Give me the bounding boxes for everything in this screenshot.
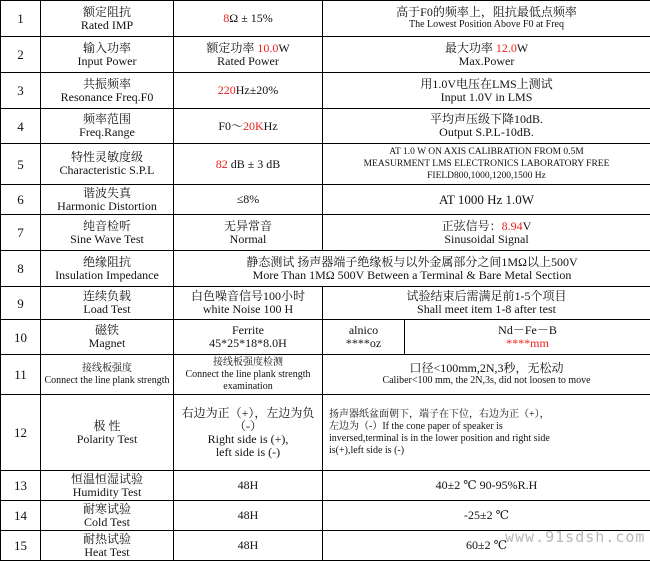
table-row [1,37,650,73]
spec-en: Rated Power [176,55,320,68]
row-number: 13 [1,471,41,501]
condition-cell: AT 1000 Hz 1.0W [323,185,650,215]
condition-cell [323,109,650,144]
condition-cell [323,355,650,395]
item-cn: 特性灵敏度级 [43,151,171,164]
condition-cell [323,287,650,320]
item-cn: 接线板强度 [43,363,171,375]
item-cell [41,471,174,501]
item-en: Insulation Impedance [43,269,171,282]
spec-value: 82 [216,157,228,171]
table-row [1,109,650,144]
condition-cn: 口径<100mm,2N,3秒，无松动 [325,362,648,375]
row-number: 8 [1,251,41,287]
spec-cell [174,1,323,37]
condition-cell [323,37,650,73]
condition-line: 扬声器纸盆面朝下，端子在下位，右边为正（+）， [329,409,648,421]
condition-en: Max.Power [325,55,648,68]
magnet-ndfeb-cell [405,320,650,355]
spec-unit: Ω ± 15% [229,11,273,25]
item-cn: 耐寒试验 [43,503,171,516]
merged-cn: 静态测试 扬声器端子绝缘板与以外金属部分之间1MΩ以上500V [176,256,648,269]
spec-en: white Noise 100 H [176,303,320,316]
item-en: Cold Test [43,516,171,529]
spec-cn: 白色噪音信号100小时 [176,290,320,303]
condition-unit: W [517,41,528,55]
spec-unit: Hz [264,119,278,133]
spec-cell: 48H [174,501,323,531]
watermark: www.91sdsh.com [505,528,645,546]
table-row [1,320,650,355]
item-cn: 谐波失真 [43,187,171,200]
condition-en: Output S.P.L-10dB. [325,126,648,139]
table-row [1,501,650,531]
row-number: 9 [1,287,41,320]
row-number: 12 [1,395,41,471]
item-en: Freq.Range [43,126,171,139]
item-cell [41,109,174,144]
item-en: Input Power [43,55,171,68]
item-cell [41,144,174,185]
table-row [1,73,650,109]
condition-en: Sinusoidal Signal [325,233,648,246]
row-number: 6 [1,185,41,215]
item-en: Characteristic S.P.L [43,164,171,177]
condition-cell [323,395,650,471]
condition-unit: V [523,219,532,233]
spec-cn: 无异常音 [176,220,320,233]
merged-cell [174,251,650,287]
condition-value: 8.94 [502,219,523,233]
row-number: 4 [1,109,41,144]
item-en: Humidity Test [43,486,171,499]
spec-value: 20K [243,119,264,133]
item-cell [41,73,174,109]
spec-cell [174,355,323,395]
row-number: 2 [1,37,41,73]
item-cn: 额定阻抗 [43,6,171,19]
condition-line: FIELD800,1000,1200,1500 Hz [325,170,648,182]
spec-en: Normal [176,233,320,246]
row-number: 3 [1,73,41,109]
spec-value: 10.0 [257,41,278,55]
condition-line: AT 1.0 W ON AXIS CALIBRATION FROM 0.5M [325,146,648,158]
row-number: 5 [1,144,41,185]
magnet-ferrite: Ferrite [176,324,320,337]
row-number: 15 [1,531,41,561]
condition-line: 左边为（-）If the cone paper of speaker is [329,421,648,433]
condition-cell [323,215,650,251]
condition-en: Caliber<100 mm, the 2N,3s, did not loosen to move [325,375,648,387]
magnet-weight: ****oz [325,337,402,350]
table-row [1,355,650,395]
spec-cell [174,109,323,144]
spec-cell: 48H [174,471,323,501]
spec-prefix: 额定功率 [206,41,257,55]
item-cell [41,185,174,215]
spec-cell [174,287,323,320]
spec-cell [174,37,323,73]
item-cell [41,1,174,37]
item-cn: 耐热试验 [43,533,171,546]
condition-en: Input 1.0V in LMS [325,91,648,104]
condition-cn: 试验结束后需满足前1-5个项目 [325,290,648,303]
item-en: Magnet [43,337,171,350]
condition-cell [323,1,650,37]
condition-value: 12.0 [496,41,517,55]
item-cn: 磁铁 [43,324,171,337]
condition-cn: 高于F0的频率上，阻抗最低点频率 [325,6,648,19]
spec-unit: W [278,41,289,55]
spec-cell [174,73,323,109]
condition-en: Shall meet item 1-8 after test [325,303,648,316]
table-row [1,215,650,251]
merged-en: More Than 1MΩ 500V Between a Terminal & Bare Metal Section [176,269,648,282]
row-number: 11 [1,355,41,395]
spec-cell: ≤8% [174,185,323,215]
condition-line: is(+),left side is (-) [329,445,648,457]
item-cn: 恒温恒湿试验 [43,473,171,486]
condition-cell: 40±2 ℃ 90-95%R.H [323,471,650,501]
magnet-size: 45*25*18*8.0H [176,337,320,350]
row-number: 7 [1,215,41,251]
item-cn: 频率范围 [43,113,171,126]
table-row [1,1,650,37]
magnet-ndfeb-size: ****mm [407,337,648,350]
item-cn: 连续负载 [43,290,171,303]
item-cell [41,395,174,471]
item-en: Heat Test [43,546,171,559]
condition-cell [323,73,650,109]
spec-cn: 接线板强度检测 [176,357,320,369]
spec-value: 220 [218,83,236,97]
item-en: Connect the line plank strength [43,375,171,387]
condition-cell: 60±2 ℃ [323,531,650,561]
magnet-ndfeb: Nd－Fe－B [407,324,648,337]
condition-cell: -25±2 ℃ [323,501,650,531]
item-cell [41,531,174,561]
item-cell [41,287,174,320]
spec-value: 8 [223,11,229,25]
item-en: Resonance Freq.F0 [43,91,171,104]
table-row [1,144,650,185]
item-cell [41,37,174,73]
magnet-ferrite-cell [174,320,323,355]
condition-cn: 平均声压级下降10dB. [325,113,648,126]
item-en: Load Test [43,303,171,316]
condition-cn: 用1.0V电压在LMS上测试 [325,78,648,91]
item-cell [41,501,174,531]
magnet-alnico: alnico [325,324,402,337]
condition-prefix: 正弦信号： [442,219,502,233]
spec-en: Connect the line plank strength examination [176,369,320,393]
spec-line: left side is (-) [176,446,320,459]
condition-prefix: 最大功率 [445,41,496,55]
spec-unit: Hz±20% [236,83,279,97]
spec-prefix: F0～ [218,119,243,133]
item-cn: 纯音检听 [43,220,171,233]
item-cn: 共振频率 [43,78,171,91]
table-row [1,287,650,320]
table-row [1,251,650,287]
table-row [1,185,650,215]
row-number: 1 [1,1,41,37]
item-en: Rated IMP [43,19,171,32]
row-number: 10 [1,320,41,355]
spec-cell: 48H [174,531,323,561]
spec-cell [174,215,323,251]
item-en: Polarity Test [43,433,171,446]
spec-cell [174,395,323,471]
condition-cell [323,144,650,185]
spec-line: 右边为正（+），左边为负（-） [176,407,320,433]
item-cn: 极 性 [43,420,171,433]
item-cn: 输入功率 [43,42,171,55]
table-row [1,395,650,471]
row-number: 14 [1,501,41,531]
item-en: Sine Wave Test [43,233,171,246]
table-row [1,471,650,501]
condition-en: The Lowest Position Above F0 at Freq [325,19,648,31]
spec-unit: dB ± 3 dB [228,157,281,171]
spec-line: Right side is (+), [176,433,320,446]
spec-cell [174,144,323,185]
magnet-alnico-cell [323,320,405,355]
item-cell [41,251,174,287]
item-en: Harmonic Distortion [43,200,171,213]
condition-line: inversed,terminal is in the lower position and right side [329,433,648,445]
condition-line: MEASURMENT LMS ELECTRONICS LABORATORY FREE [325,158,648,170]
item-cell [41,320,174,355]
item-cell [41,355,174,395]
item-cell [41,215,174,251]
item-cn: 绝缘阻抗 [43,256,171,269]
